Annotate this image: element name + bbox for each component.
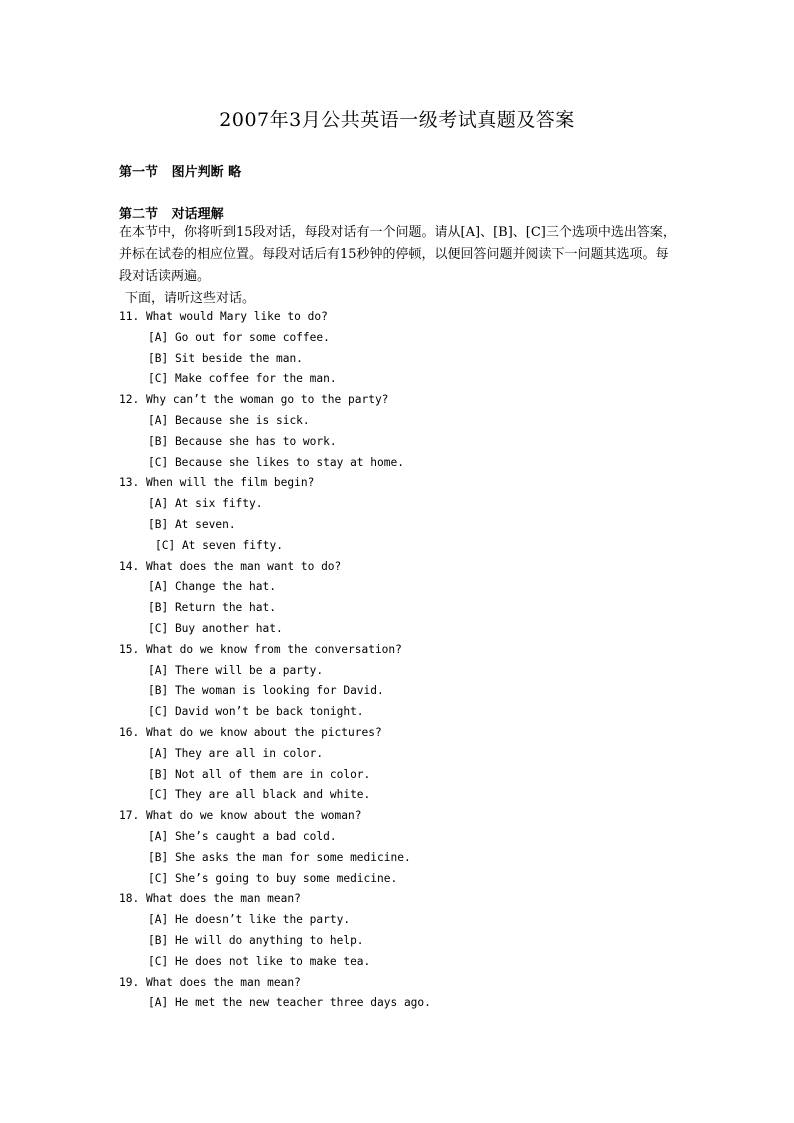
option-14-c: [C] Buy another hat.	[148, 621, 283, 635]
question-list	[119, 307, 431, 1014]
option-11-a: [A] Go out for some coffee.	[148, 330, 330, 344]
option-12-c: [C] Because she likes to stay at home.	[148, 455, 404, 469]
question-12: 12. Why can’t the woman go to the party?	[119, 393, 389, 407]
option-11-c: [C] Make coffee for the man.	[148, 372, 337, 386]
question-18: 18. What does the man mean?	[119, 892, 301, 906]
listen-prompt: 下面，请听这些对话。	[125, 291, 256, 306]
question-16: 16. What do we know about the pictures?	[119, 725, 382, 739]
option-16-c: [C] They are all black and white.	[148, 788, 371, 802]
section-2-heading: 第二节 对话理解	[119, 207, 224, 222]
question-17: 17. What do we know about the woman?	[119, 809, 362, 823]
option-16-b: [B] Not all of them are in color.	[148, 767, 371, 781]
option-18-a: [A] He doesn’t like the party.	[148, 913, 351, 927]
option-15-b: [B] The woman is looking for David.	[148, 684, 384, 698]
option-14-a: [A] Change the hat.	[148, 580, 276, 594]
question-15: 15. What do we know from the conversation?	[119, 642, 402, 656]
section-2-intro	[119, 222, 679, 310]
option-17-c: [C] She’s going to buy some medicine.	[148, 871, 398, 885]
document-title: 2007年3月公共英语一级考试真题及答案	[219, 109, 575, 131]
option-18-b: [B] He will do anything to help.	[148, 933, 364, 947]
option-13-c: [C] At seven fifty.	[155, 538, 283, 552]
question-11: 11. What would Mary like to do?	[119, 310, 328, 323]
instructions-text: 在本节中，你将听到15段对话，每段对话有一个问题。请从[A]、[B]、[C]三个选项中选出答案，并标在试卷的相应位置。每段对话后有15秒钟的停顿，以便回答问题并阅读下一问题其选项。每段对话读两遍。	[119, 225, 676, 284]
option-11-b: [B] Sit beside the man.	[148, 351, 303, 365]
option-15-c: [C] David won’t be back tonight.	[148, 705, 364, 719]
option-17-a: [A] She’s caught a bad cold.	[148, 829, 337, 843]
option-18-c: [C] He does not like to make tea.	[148, 954, 371, 968]
option-12-b: [B] Because she has to work.	[148, 434, 337, 448]
option-19-a: [A] He met the new teacher three days ago.	[148, 996, 431, 1010]
option-16-a: [A] They are all in color.	[148, 746, 324, 760]
question-14: 14. What does the man want to do?	[119, 559, 342, 573]
option-14-b: [B] Return the hat.	[148, 601, 276, 615]
section-1-heading: 第一节 图片判断 略	[119, 165, 242, 180]
option-13-b: [B] At seven.	[148, 517, 236, 531]
option-17-b: [B] She asks the man for some medicine.	[148, 850, 411, 864]
option-15-a: [A] There will be a party.	[148, 663, 324, 677]
question-19: 19. What does the man mean?	[119, 975, 301, 989]
question-13: 13. When will the film begin?	[119, 476, 315, 490]
option-12-a: [A] Because she is sick.	[148, 413, 310, 427]
option-13-a: [A] At six fifty.	[148, 497, 263, 511]
